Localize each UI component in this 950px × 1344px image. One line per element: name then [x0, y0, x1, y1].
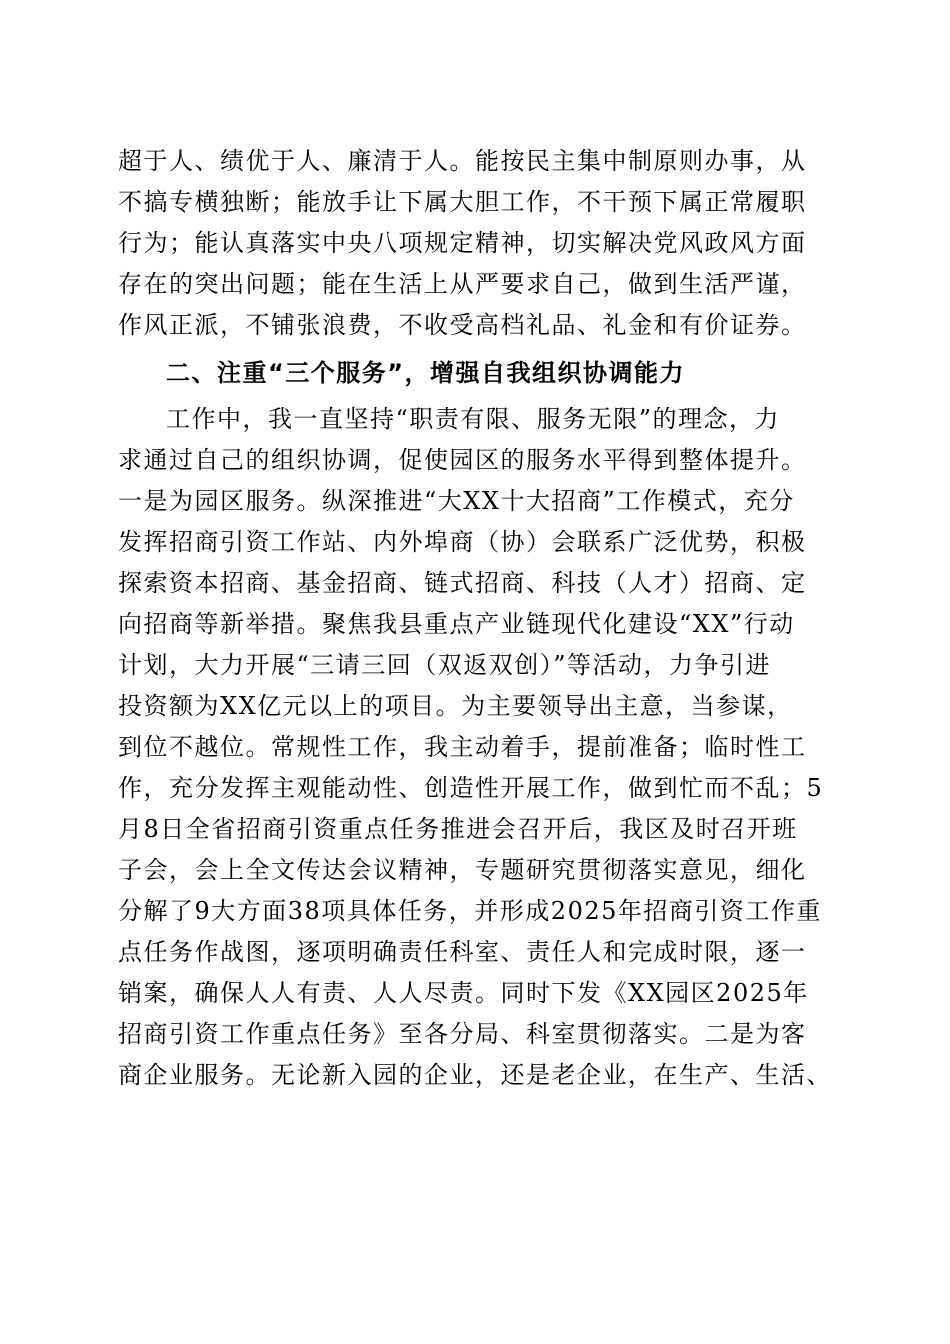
para1-line-1: 超于人、绩优于人、廉清于人。能按民主集中制原则办事，从 [118, 147, 807, 175]
para2-line-3: 一是为园区服务。纵深推进“大XX十大招商”工作模式，充分 [118, 487, 795, 515]
para2-line-16: 招商引资工作重点任务》至各分局、科室贯彻落实。二是为客 [118, 1020, 807, 1048]
para1-line-2: 不搞专横独断；能放手让下属大胆工作，不干预下属正常履职 [118, 188, 807, 216]
para2-line-11: 月8日全省招商引资重点任务推进会召开后，我区及时召开班 [118, 815, 798, 843]
para2-line-5: 探索资本招商、基金招商、链式招商、科技（人才）招商、定 [118, 569, 807, 597]
para2-line-13: 分解了9大方面38项具体任务，并形成2025年招商引资工作重 [118, 897, 822, 925]
para2-line-6: 向招商等新举措。聚焦我县重点产业链现代化建设“XX”行动 [118, 610, 795, 638]
para2-line-2: 求通过自己的组织协调，促使园区的服务水平得到整体提升。 [118, 446, 807, 474]
para2-line-14: 点任务作战图，逐项明确责任科室、责任人和完成时限，逐一 [118, 938, 807, 966]
para2-line-10: 作，充分发挥主观能动性、创造性开展工作，做到忙而不乱；5 [118, 774, 824, 802]
section-heading: 二、注重“三个服务”，增强自我组织协调能力 [166, 359, 686, 387]
para1-line-3: 行为；能认真落实中央八项规定精神，切实解决党风政风方面 [118, 229, 807, 257]
para2-line-9: 到位不越位。常规性工作，我主动着手，提前准备；临时性工 [118, 733, 807, 761]
para2-line-17: 商企业服务。无论新入园的企业，还是老企业，在生产、生活、 [118, 1061, 832, 1089]
para1-line-5: 作风正派，不铺张浪费，不收受高档礼品、礼金和有价证券。 [118, 311, 807, 339]
para2-line-7: 计划，大力开展“三请三回（双返双创）”等活动，力争引进 [118, 651, 772, 679]
para2-line-1: 工作中，我一直坚持“职责有限、服务无限”的理念，力 [166, 405, 781, 433]
para1-line-4: 存在的突出问题；能在生活上从严要求自己，做到生活严谨， [118, 270, 807, 298]
para2-line-12: 子会，会上全文传达会议精神，专题研究贯彻落实意见，细化 [118, 856, 807, 884]
para2-line-15: 销案，确保人人有责、人人尽责。同时下发《XX园区2025年 [118, 979, 809, 1007]
para2-line-8: 投资额为XX亿元以上的项目。为主要领导出主意，当参谋， [118, 692, 793, 720]
para2-line-4: 发挥招商引资工作站、内外埠商（协）会联系广泛优势，积极 [118, 528, 807, 556]
